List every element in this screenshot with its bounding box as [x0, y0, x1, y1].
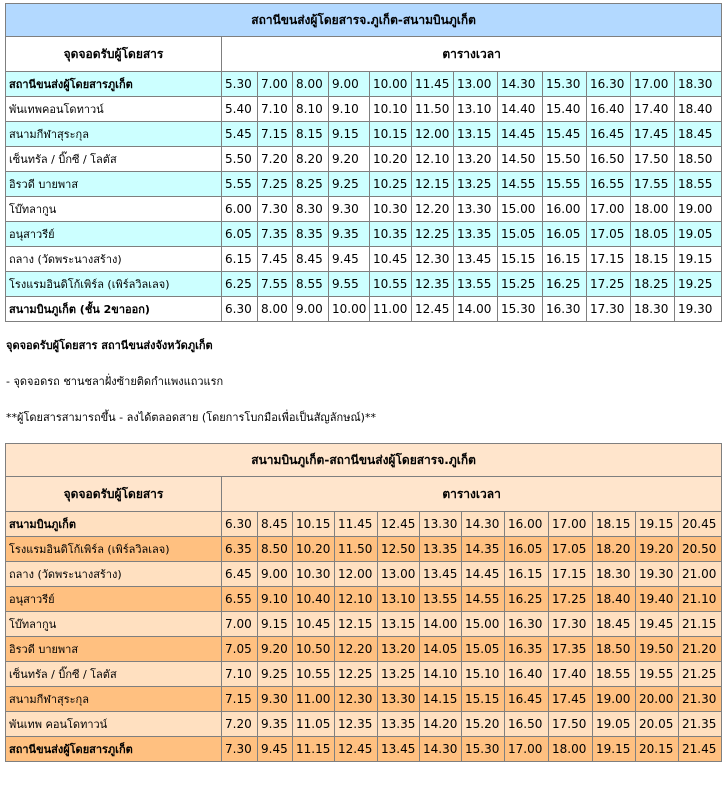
time-cell: 8.10 [293, 97, 329, 122]
stop-name-cell: สถานีขนส่งผู้โดยสารภูเก็ต [6, 72, 222, 97]
time-cell: 8.00 [258, 297, 293, 322]
time-cell: 19.55 [636, 662, 679, 687]
time-cell: 9.00 [329, 72, 370, 97]
stop-name-cell: สนามบินภูเก็ต [6, 512, 222, 537]
time-cell: 18.05 [631, 222, 675, 247]
time-cell: 13.25 [378, 662, 420, 687]
time-cell: 21.15 [679, 612, 722, 637]
table-row [6, 537, 722, 562]
time-cell: 10.45 [293, 612, 335, 637]
time-cell: 17.25 [549, 587, 593, 612]
time-cell: 20.05 [636, 712, 679, 737]
time-cell: 19.00 [675, 197, 722, 222]
time-cell: 12.35 [335, 712, 378, 737]
time-cell: 14.30 [498, 72, 543, 97]
time-cell: 9.20 [329, 147, 370, 172]
pickup-notes [6, 322, 727, 426]
time-cell: 8.45 [258, 512, 293, 537]
time-cell: 6.00 [222, 197, 258, 222]
time-cell: 8.15 [293, 122, 329, 147]
time-cell: 9.10 [329, 97, 370, 122]
time-cell: 13.45 [420, 562, 462, 587]
time-cell: 15.45 [543, 122, 587, 147]
time-cell: 19.20 [636, 537, 679, 562]
time-cell: 13.10 [454, 97, 498, 122]
time-cell: 12.45 [335, 737, 378, 762]
time-cell: 17.15 [549, 562, 593, 587]
time-cell: 9.10 [258, 587, 293, 612]
time-cell: 6.45 [222, 562, 258, 587]
time-cell: 17.45 [549, 687, 593, 712]
time-cell: 19.15 [593, 737, 636, 762]
time-cell: 10.25 [370, 172, 412, 197]
time-cell: 18.55 [593, 662, 636, 687]
time-cell: 13.00 [378, 562, 420, 587]
table-row [6, 222, 722, 247]
time-cell: 17.45 [631, 122, 675, 147]
time-cell: 14.35 [462, 537, 505, 562]
time-cell: 13.15 [378, 612, 420, 637]
time-cell: 9.15 [329, 122, 370, 147]
time-cell: 7.25 [258, 172, 293, 197]
time-cell: 14.45 [462, 562, 505, 587]
time-cell: 9.15 [258, 612, 293, 637]
time-cell: 10.35 [370, 222, 412, 247]
time-cell: 10.20 [370, 147, 412, 172]
time-cell: 7.55 [258, 272, 293, 297]
time-cell: 11.45 [335, 512, 378, 537]
time-cell: 16.05 [543, 222, 587, 247]
time-cell: 13.45 [454, 247, 498, 272]
pickup-note-title: จุดจอดรับผู้โดยสาร สถานีขนส่งจังหวัดภูเก็ต [6, 339, 213, 352]
time-cell: 18.50 [593, 637, 636, 662]
time-cell: 12.15 [412, 172, 454, 197]
time-cell: 18.00 [631, 197, 675, 222]
table-row [6, 97, 722, 122]
return-stop-header: จุดจอดรับผู้โดยสาร [6, 477, 222, 512]
table-row [6, 562, 722, 587]
time-cell: 15.50 [543, 147, 587, 172]
time-cell: 6.30 [222, 297, 258, 322]
time-cell: 16.55 [587, 172, 631, 197]
time-cell: 14.30 [462, 512, 505, 537]
time-cell: 9.25 [329, 172, 370, 197]
time-cell: 12.00 [412, 122, 454, 147]
time-cell: 10.45 [370, 247, 412, 272]
time-cell: 13.35 [454, 222, 498, 247]
time-cell: 12.15 [335, 612, 378, 637]
time-cell: 14.05 [420, 637, 462, 662]
time-cell: 8.50 [258, 537, 293, 562]
time-cell: 13.20 [454, 147, 498, 172]
time-cell: 8.20 [293, 147, 329, 172]
table-row [6, 147, 722, 172]
time-cell: 8.45 [293, 247, 329, 272]
stop-name-cell: อนุสาวรีย์ [6, 587, 222, 612]
time-cell: 20.00 [636, 687, 679, 712]
time-cell: 18.15 [593, 512, 636, 537]
time-cell: 18.40 [675, 97, 722, 122]
time-cell: 13.25 [454, 172, 498, 197]
table-row [6, 197, 722, 222]
outbound-time-header: ตารางเวลา [222, 37, 722, 72]
table-row [6, 612, 722, 637]
time-cell: 18.45 [675, 122, 722, 147]
time-cell: 20.15 [636, 737, 679, 762]
table-row [6, 122, 722, 147]
time-cell: 15.30 [462, 737, 505, 762]
time-cell: 13.30 [378, 687, 420, 712]
time-cell: 7.20 [258, 147, 293, 172]
return-time-header: ตารางเวลา [222, 477, 722, 512]
stop-name-cell: พันเทพคอนโดทาวน์ [6, 97, 222, 122]
time-cell: 15.15 [462, 687, 505, 712]
time-cell: 17.00 [587, 197, 631, 222]
time-cell: 18.45 [593, 612, 636, 637]
time-cell: 15.05 [498, 222, 543, 247]
time-cell: 14.10 [420, 662, 462, 687]
time-cell: 19.15 [636, 512, 679, 537]
time-cell: 8.55 [293, 272, 329, 297]
stop-name-cell: โบ๊ทลากูน [6, 612, 222, 637]
time-cell: 7.30 [222, 737, 258, 762]
time-cell: 12.10 [412, 147, 454, 172]
time-cell: 19.05 [593, 712, 636, 737]
time-cell: 9.30 [258, 687, 293, 712]
time-cell: 17.00 [505, 737, 549, 762]
time-cell: 18.20 [593, 537, 636, 562]
time-cell: 15.10 [462, 662, 505, 687]
time-cell: 9.45 [329, 247, 370, 272]
time-cell: 15.55 [543, 172, 587, 197]
time-cell: 12.30 [335, 687, 378, 712]
outbound-table-title: สถานีขนส่งผู้โดยสารจ.ภูเก็ต-สนามบินภูเก็ต [6, 4, 722, 37]
time-cell: 13.45 [378, 737, 420, 762]
time-cell: 13.55 [420, 587, 462, 612]
time-cell: 21.25 [679, 662, 722, 687]
time-cell: 5.30 [222, 72, 258, 97]
time-cell: 7.10 [222, 662, 258, 687]
pickup-note-hail: **ผู้โดยสารสามารถขึ้น - ลงได้ตลอดสาย (โดยการโบกมือเพื่อเป็นสัญลักษณ์)** [6, 411, 376, 424]
table-row [6, 587, 722, 612]
table-row [6, 737, 722, 762]
time-cell: 9.00 [258, 562, 293, 587]
time-cell: 16.30 [505, 612, 549, 637]
time-cell: 19.40 [636, 587, 679, 612]
time-cell: 5.45 [222, 122, 258, 147]
time-cell: 16.15 [543, 247, 587, 272]
table-row [6, 272, 722, 297]
time-cell: 16.25 [543, 272, 587, 297]
stop-name-cell: สนามบินภูเก็ต (ชั้น 2ขาออก) [6, 297, 222, 322]
time-cell: 16.50 [505, 712, 549, 737]
time-cell: 13.55 [454, 272, 498, 297]
time-cell: 21.30 [679, 687, 722, 712]
time-cell: 13.00 [454, 72, 498, 97]
stop-name-cell: ถลาง (วัดพระนางสร้าง) [6, 247, 222, 272]
stop-name-cell: โรงแรมอินดิโก้เพิร์ล (เพิร์ลวิลเลจ) [6, 537, 222, 562]
time-cell: 13.10 [378, 587, 420, 612]
time-cell: 18.40 [593, 587, 636, 612]
pickup-note-platform: - จุดจอดรถ ชานชลาฝั่งซ้ายติดกำแพงแถวแรก [6, 375, 224, 388]
time-cell: 16.15 [505, 562, 549, 587]
time-cell: 11.50 [335, 537, 378, 562]
time-cell: 7.15 [258, 122, 293, 147]
time-cell: 13.35 [420, 537, 462, 562]
time-cell: 8.00 [293, 72, 329, 97]
time-cell: 11.00 [370, 297, 412, 322]
time-cell: 9.35 [258, 712, 293, 737]
time-cell: 8.25 [293, 172, 329, 197]
time-cell: 14.55 [462, 587, 505, 612]
time-cell: 9.55 [329, 272, 370, 297]
time-cell: 7.00 [222, 612, 258, 637]
time-cell: 19.50 [636, 637, 679, 662]
stop-name-cell: โรงแรมอินดิโก้เพิร์ล (เพิร์ลวิลเลจ) [6, 272, 222, 297]
time-cell: 7.05 [222, 637, 258, 662]
time-cell: 10.30 [370, 197, 412, 222]
time-cell: 18.30 [675, 72, 722, 97]
time-cell: 17.40 [549, 662, 593, 687]
stop-name-cell: โบ๊ทลากูน [6, 197, 222, 222]
time-cell: 10.15 [293, 512, 335, 537]
time-cell: 10.00 [370, 72, 412, 97]
time-cell: 14.40 [498, 97, 543, 122]
return-schedule-table [5, 443, 722, 762]
table-row [6, 712, 722, 737]
time-cell: 14.50 [498, 147, 543, 172]
table-row [6, 687, 722, 712]
time-cell: 16.40 [505, 662, 549, 687]
time-cell: 12.20 [412, 197, 454, 222]
time-cell: 17.05 [549, 537, 593, 562]
time-cell: 14.30 [420, 737, 462, 762]
time-cell: 12.45 [378, 512, 420, 537]
table-row [6, 172, 722, 197]
time-cell: 14.00 [454, 297, 498, 322]
time-cell: 15.40 [543, 97, 587, 122]
time-cell: 16.25 [505, 587, 549, 612]
time-cell: 7.15 [222, 687, 258, 712]
time-cell: 17.15 [587, 247, 631, 272]
time-cell: 7.00 [258, 72, 293, 97]
time-cell: 19.05 [675, 222, 722, 247]
time-cell: 14.15 [420, 687, 462, 712]
time-cell: 11.45 [412, 72, 454, 97]
time-cell: 16.00 [543, 197, 587, 222]
table-row [6, 637, 722, 662]
time-cell: 18.00 [549, 737, 593, 762]
time-cell: 11.15 [293, 737, 335, 762]
time-cell: 21.45 [679, 737, 722, 762]
table-row [6, 247, 722, 272]
time-cell: 19.00 [593, 687, 636, 712]
time-cell: 17.05 [587, 222, 631, 247]
time-cell: 18.15 [631, 247, 675, 272]
time-cell: 19.25 [675, 272, 722, 297]
time-cell: 6.35 [222, 537, 258, 562]
table-row [6, 512, 722, 537]
time-cell: 16.00 [505, 512, 549, 537]
time-cell: 14.20 [420, 712, 462, 737]
time-cell: 12.50 [378, 537, 420, 562]
time-cell: 20.45 [679, 512, 722, 537]
table-row [6, 662, 722, 687]
time-cell: 13.35 [378, 712, 420, 737]
time-cell: 15.30 [498, 297, 543, 322]
time-cell: 12.35 [412, 272, 454, 297]
stop-name-cell: ถลาง (วัดพระนางสร้าง) [6, 562, 222, 587]
time-cell: 17.50 [631, 147, 675, 172]
time-cell: 17.50 [549, 712, 593, 737]
time-cell: 19.30 [636, 562, 679, 587]
stop-name-cell: สถานีขนส่งผู้โดยสารภูเก็ต [6, 737, 222, 762]
time-cell: 16.05 [505, 537, 549, 562]
time-cell: 13.30 [454, 197, 498, 222]
time-cell: 16.45 [587, 122, 631, 147]
time-cell: 17.30 [549, 612, 593, 637]
time-cell: 14.55 [498, 172, 543, 197]
time-cell: 17.25 [587, 272, 631, 297]
time-cell: 12.00 [335, 562, 378, 587]
time-cell: 15.15 [498, 247, 543, 272]
time-cell: 12.45 [412, 297, 454, 322]
time-cell: 9.30 [329, 197, 370, 222]
time-cell: 13.15 [454, 122, 498, 147]
time-cell: 9.45 [258, 737, 293, 762]
time-cell: 8.30 [293, 197, 329, 222]
stop-name-cell: พันเทพ คอนโดทาวน์ [6, 712, 222, 737]
time-cell: 15.25 [498, 272, 543, 297]
stop-name-cell: เซ็นทรัล / บิ๊กซี / โลตัส [6, 147, 222, 172]
time-cell: 10.55 [293, 662, 335, 687]
time-cell: 10.50 [293, 637, 335, 662]
time-cell: 5.50 [222, 147, 258, 172]
time-cell: 14.45 [498, 122, 543, 147]
time-cell: 6.05 [222, 222, 258, 247]
time-cell: 18.25 [631, 272, 675, 297]
time-cell: 9.35 [329, 222, 370, 247]
time-cell: 16.40 [587, 97, 631, 122]
stop-name-cell: อิรวดี บายพาส [6, 637, 222, 662]
time-cell: 17.40 [631, 97, 675, 122]
stop-name-cell: สนามกีฬาสุระกุล [6, 122, 222, 147]
table-row [6, 297, 722, 322]
time-cell: 21.20 [679, 637, 722, 662]
time-cell: 10.10 [370, 97, 412, 122]
time-cell: 10.15 [370, 122, 412, 147]
time-cell: 10.30 [293, 562, 335, 587]
time-cell: 19.30 [675, 297, 722, 322]
time-cell: 6.30 [222, 512, 258, 537]
stop-name-cell: อนุสาวรีย์ [6, 222, 222, 247]
time-cell: 12.30 [412, 247, 454, 272]
time-cell: 7.10 [258, 97, 293, 122]
time-cell: 9.20 [258, 637, 293, 662]
time-cell: 12.10 [335, 587, 378, 612]
time-cell: 12.25 [335, 662, 378, 687]
stop-name-cell: อิรวดี บายพาส [6, 172, 222, 197]
time-cell: 10.55 [370, 272, 412, 297]
time-cell: 15.05 [462, 637, 505, 662]
time-cell: 16.30 [587, 72, 631, 97]
time-cell: 7.45 [258, 247, 293, 272]
time-cell: 17.00 [631, 72, 675, 97]
time-cell: 12.20 [335, 637, 378, 662]
outbound-stop-header: จุดจอดรับผู้โดยสาร [6, 37, 222, 72]
time-cell: 11.00 [293, 687, 335, 712]
time-cell: 16.45 [505, 687, 549, 712]
stop-name-cell: เซ็นทรัล / บิ๊กซี / โลตัส [6, 662, 222, 687]
time-cell: 15.30 [543, 72, 587, 97]
time-cell: 12.25 [412, 222, 454, 247]
time-cell: 10.00 [329, 297, 370, 322]
time-cell: 6.55 [222, 587, 258, 612]
time-cell: 18.30 [631, 297, 675, 322]
time-cell: 15.00 [462, 612, 505, 637]
time-cell: 9.25 [258, 662, 293, 687]
table-row [6, 72, 722, 97]
time-cell: 18.50 [675, 147, 722, 172]
time-cell: 15.00 [498, 197, 543, 222]
time-cell: 7.35 [258, 222, 293, 247]
time-cell: 19.15 [675, 247, 722, 272]
time-cell: 11.50 [412, 97, 454, 122]
time-cell: 10.20 [293, 537, 335, 562]
outbound-schedule-table [5, 3, 722, 322]
time-cell: 21.35 [679, 712, 722, 737]
time-cell: 9.00 [293, 297, 329, 322]
time-cell: 8.35 [293, 222, 329, 247]
time-cell: 16.35 [505, 637, 549, 662]
time-cell: 17.00 [549, 512, 593, 537]
time-cell: 5.40 [222, 97, 258, 122]
time-cell: 11.05 [293, 712, 335, 737]
time-cell: 7.30 [258, 197, 293, 222]
time-cell: 14.00 [420, 612, 462, 637]
time-cell: 5.55 [222, 172, 258, 197]
time-cell: 15.20 [462, 712, 505, 737]
time-cell: 13.20 [378, 637, 420, 662]
time-cell: 6.25 [222, 272, 258, 297]
time-cell: 6.15 [222, 247, 258, 272]
time-cell: 21.00 [679, 562, 722, 587]
time-cell: 20.50 [679, 537, 722, 562]
time-cell: 17.55 [631, 172, 675, 197]
time-cell: 16.30 [543, 297, 587, 322]
stop-name-cell: สนามกีฬาสุระกุล [6, 687, 222, 712]
return-table-title: สนามบินภูเก็ต-สถานีขนส่งผู้โดยสารจ.ภูเก็ต [6, 444, 722, 477]
time-cell: 18.55 [675, 172, 722, 197]
time-cell: 7.20 [222, 712, 258, 737]
time-cell: 16.50 [587, 147, 631, 172]
time-cell: 21.10 [679, 587, 722, 612]
time-cell: 17.35 [549, 637, 593, 662]
time-cell: 18.30 [593, 562, 636, 587]
time-cell: 13.30 [420, 512, 462, 537]
time-cell: 19.45 [636, 612, 679, 637]
time-cell: 10.40 [293, 587, 335, 612]
time-cell: 17.30 [587, 297, 631, 322]
